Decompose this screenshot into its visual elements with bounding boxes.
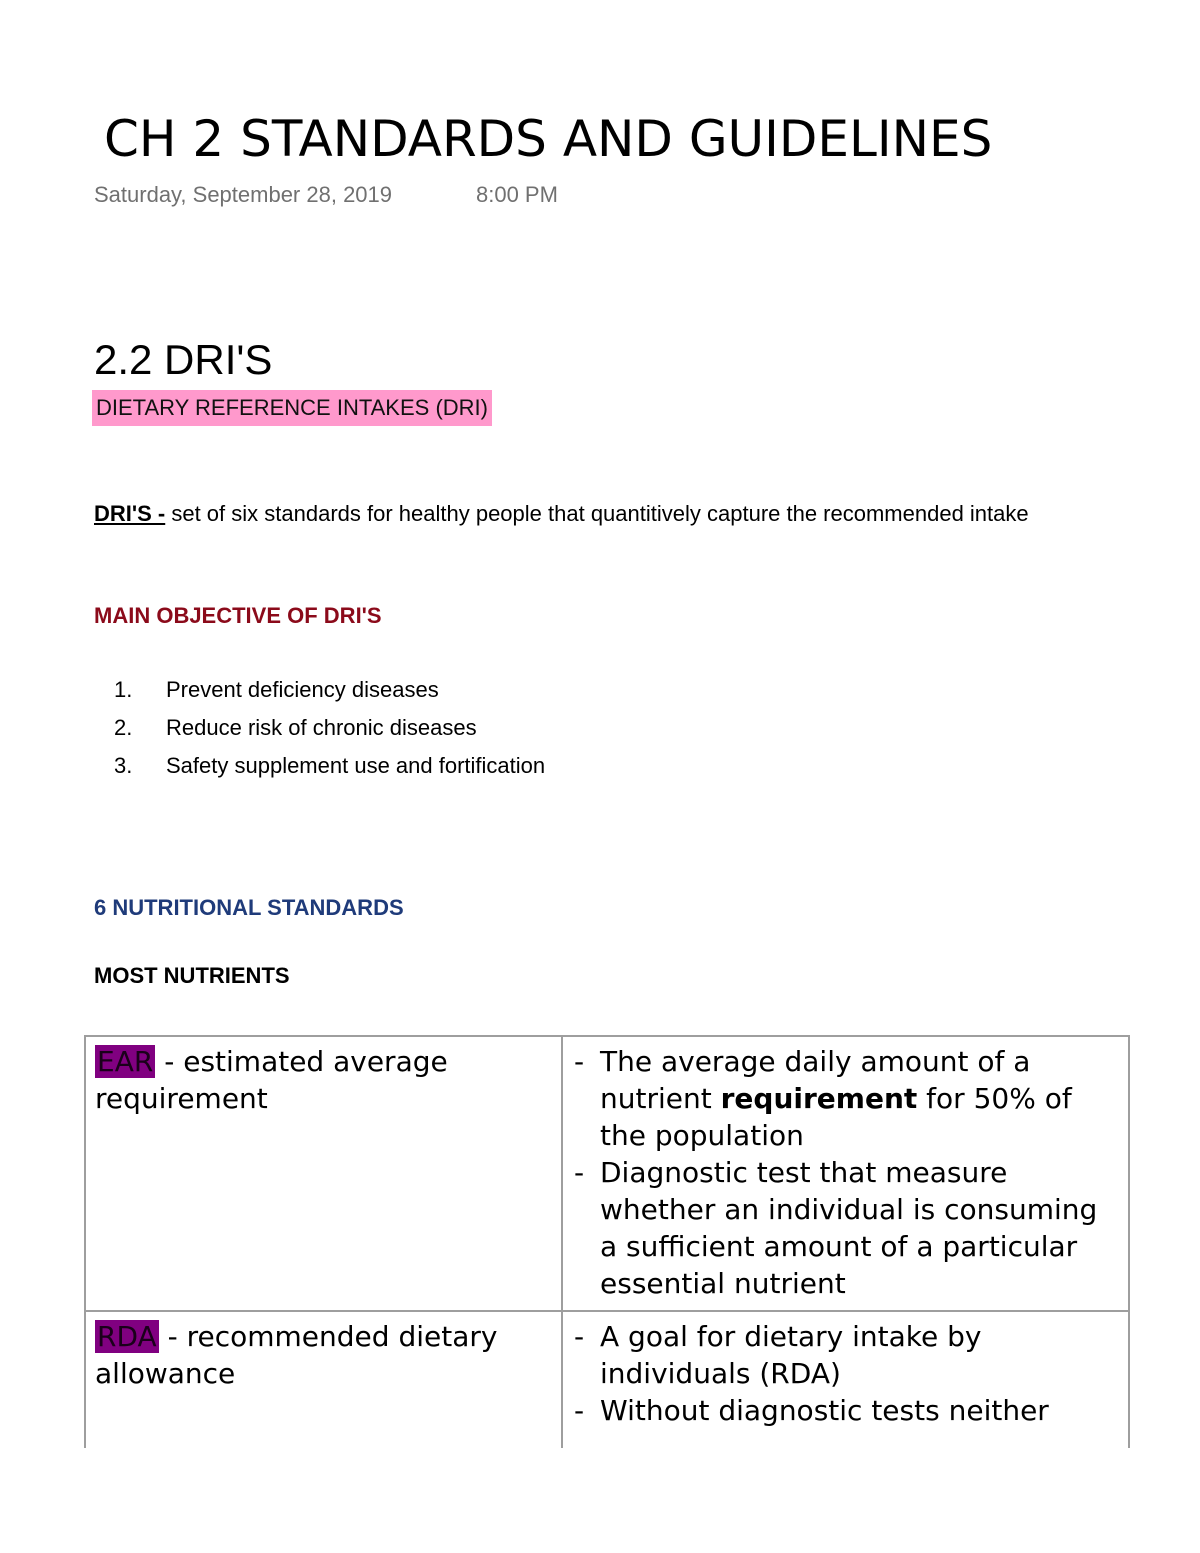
list-item [572, 1392, 1120, 1429]
list-number: 1. [114, 677, 133, 702]
list-item-text: Prevent deficiency diseases [166, 677, 439, 702]
list-number: 3. [114, 753, 133, 778]
dri-definition [94, 496, 1054, 531]
note-time: 8:00 PM [476, 182, 558, 207]
list-item-text: Reduce risk of chronic diseases [166, 715, 477, 740]
bullet-marker: - [574, 1320, 585, 1353]
standards-table [84, 1035, 1130, 1448]
details-list [572, 1318, 1120, 1429]
term-description: - estimated average requirement [95, 1045, 448, 1115]
bullet-text: for 50% of the population [600, 1082, 1072, 1152]
definition-term: DRI'S - [94, 501, 166, 526]
most-nutrients-heading: MOST NUTRIENTS [94, 963, 290, 988]
list-item [572, 1043, 1120, 1154]
table-cell-details [562, 1036, 1129, 1311]
term-description: - recommended dietary allowance [95, 1320, 498, 1390]
highlighted-subtitle: DIETARY REFERENCE INTAKES (DRI) [92, 390, 492, 426]
list-item-text: Safety supplement use and fortification [166, 753, 546, 778]
details-list [572, 1043, 1120, 1302]
bullet-marker: - [574, 1045, 585, 1078]
page-title: CH 2 STANDARDS AND GUIDELINES [104, 110, 993, 168]
bullet-text: Diagnostic test that measure whether an individual is consuming a sufficient amount of a particular essential nutrient [600, 1156, 1098, 1300]
objectives-heading: MAIN OBJECTIVE OF DRI'S [94, 603, 382, 628]
standards-heading: 6 NUTRITIONAL STANDARDS [94, 895, 404, 920]
bullet-bold-text: requirement [720, 1082, 918, 1115]
bullet-marker: - [574, 1156, 585, 1189]
section-heading: 2.2 DRI'S [94, 336, 273, 383]
abbr-highlight: EAR [97, 1045, 154, 1078]
table-cell-details [562, 1311, 1129, 1448]
bullet-text: The average daily amount of a nutrient [600, 1045, 1031, 1115]
bullet-text: Without diagnostic tests neither [600, 1394, 1049, 1427]
list-number: 2. [114, 715, 133, 740]
list-item [94, 712, 545, 750]
list-item [94, 750, 545, 788]
bullet-marker: - [574, 1394, 585, 1427]
objectives-list [94, 674, 545, 788]
list-item [572, 1154, 1120, 1302]
table-cell-term [85, 1311, 562, 1448]
definition-text: set of six standards for healthy people that quantitively capture the recommended intake [165, 501, 1029, 526]
list-item [572, 1318, 1120, 1392]
table-cell-term [85, 1036, 562, 1311]
table-row [85, 1311, 1129, 1448]
list-item [94, 674, 545, 712]
note-date: Saturday, September 28, 2019 [94, 182, 393, 207]
bullet-text: A goal for dietary intake by individuals (RDA) [600, 1320, 982, 1390]
abbr-highlight: RDA [97, 1320, 157, 1353]
table-row [85, 1036, 1129, 1311]
